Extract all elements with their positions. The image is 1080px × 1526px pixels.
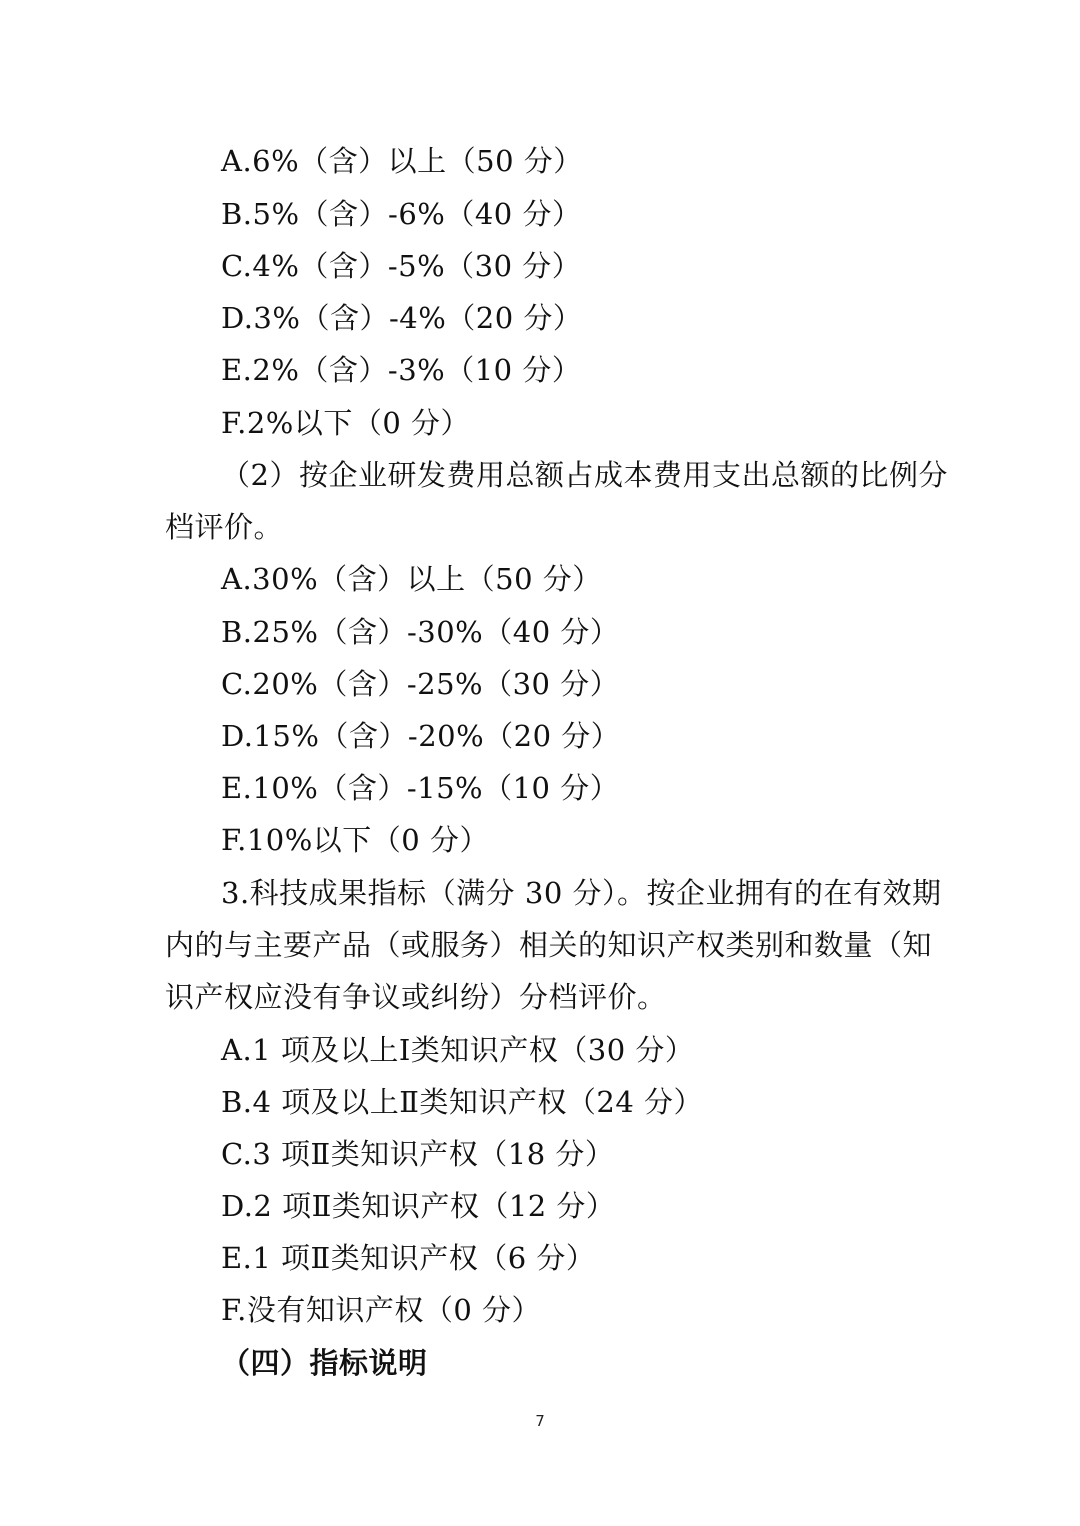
option-line: D.15%（含）-20%（20 分） [221, 719, 621, 753]
page-number: 7 [535, 1412, 545, 1430]
option-line: A.6%（含）以上（50 分） [221, 144, 583, 178]
option-line: D.2 项Ⅱ类知识产权（12 分） [221, 1189, 616, 1223]
option-line: E.10%（含）-15%（10 分） [221, 771, 620, 805]
option-line: C.3 项Ⅱ类知识产权（18 分） [221, 1137, 615, 1171]
option-line: A.30%（含）以上（50 分） [221, 562, 602, 596]
paragraph-line: 内的与主要产品（或服务）相关的知识产权类别和数量（知 [165, 928, 933, 962]
paragraph-line: 识产权应没有争议或纠纷）分档评价。 [165, 980, 667, 1014]
option-line: C.4%（含）-5%（30 分） [221, 249, 582, 283]
paragraph-line: 档评价。 [165, 510, 284, 544]
option-line: F.没有知识产权（0 分） [221, 1293, 541, 1327]
option-line: B.4 项及以上Ⅱ类知识产权（24 分） [221, 1085, 704, 1119]
paragraph-line: 3.科技成果指标（满分 30 分）。按企业拥有的在有效期 [221, 876, 942, 910]
option-line: B.5%（含）-6%（40 分） [221, 197, 582, 231]
option-line: C.20%（含）-25%（30 分） [221, 667, 620, 701]
option-line: A.1 项及以上Ⅰ类知识产权（30 分） [221, 1033, 695, 1067]
paragraph-line: （2）按企业研发费用总额占成本费用支出总额的比例分 [221, 458, 948, 492]
option-line: B.25%（含）-30%（40 分） [221, 615, 620, 649]
option-line: F.10%以下（0 分） [221, 823, 489, 857]
option-line: D.3%（含）-4%（20 分） [221, 301, 583, 335]
option-line: E.2%（含）-3%（10 分） [221, 353, 582, 387]
section-heading: （四）指标说明 [221, 1346, 428, 1380]
option-line: F.2%以下（0 分） [221, 406, 470, 440]
option-line: E.1 项Ⅱ类知识产权（6 分） [221, 1241, 596, 1275]
